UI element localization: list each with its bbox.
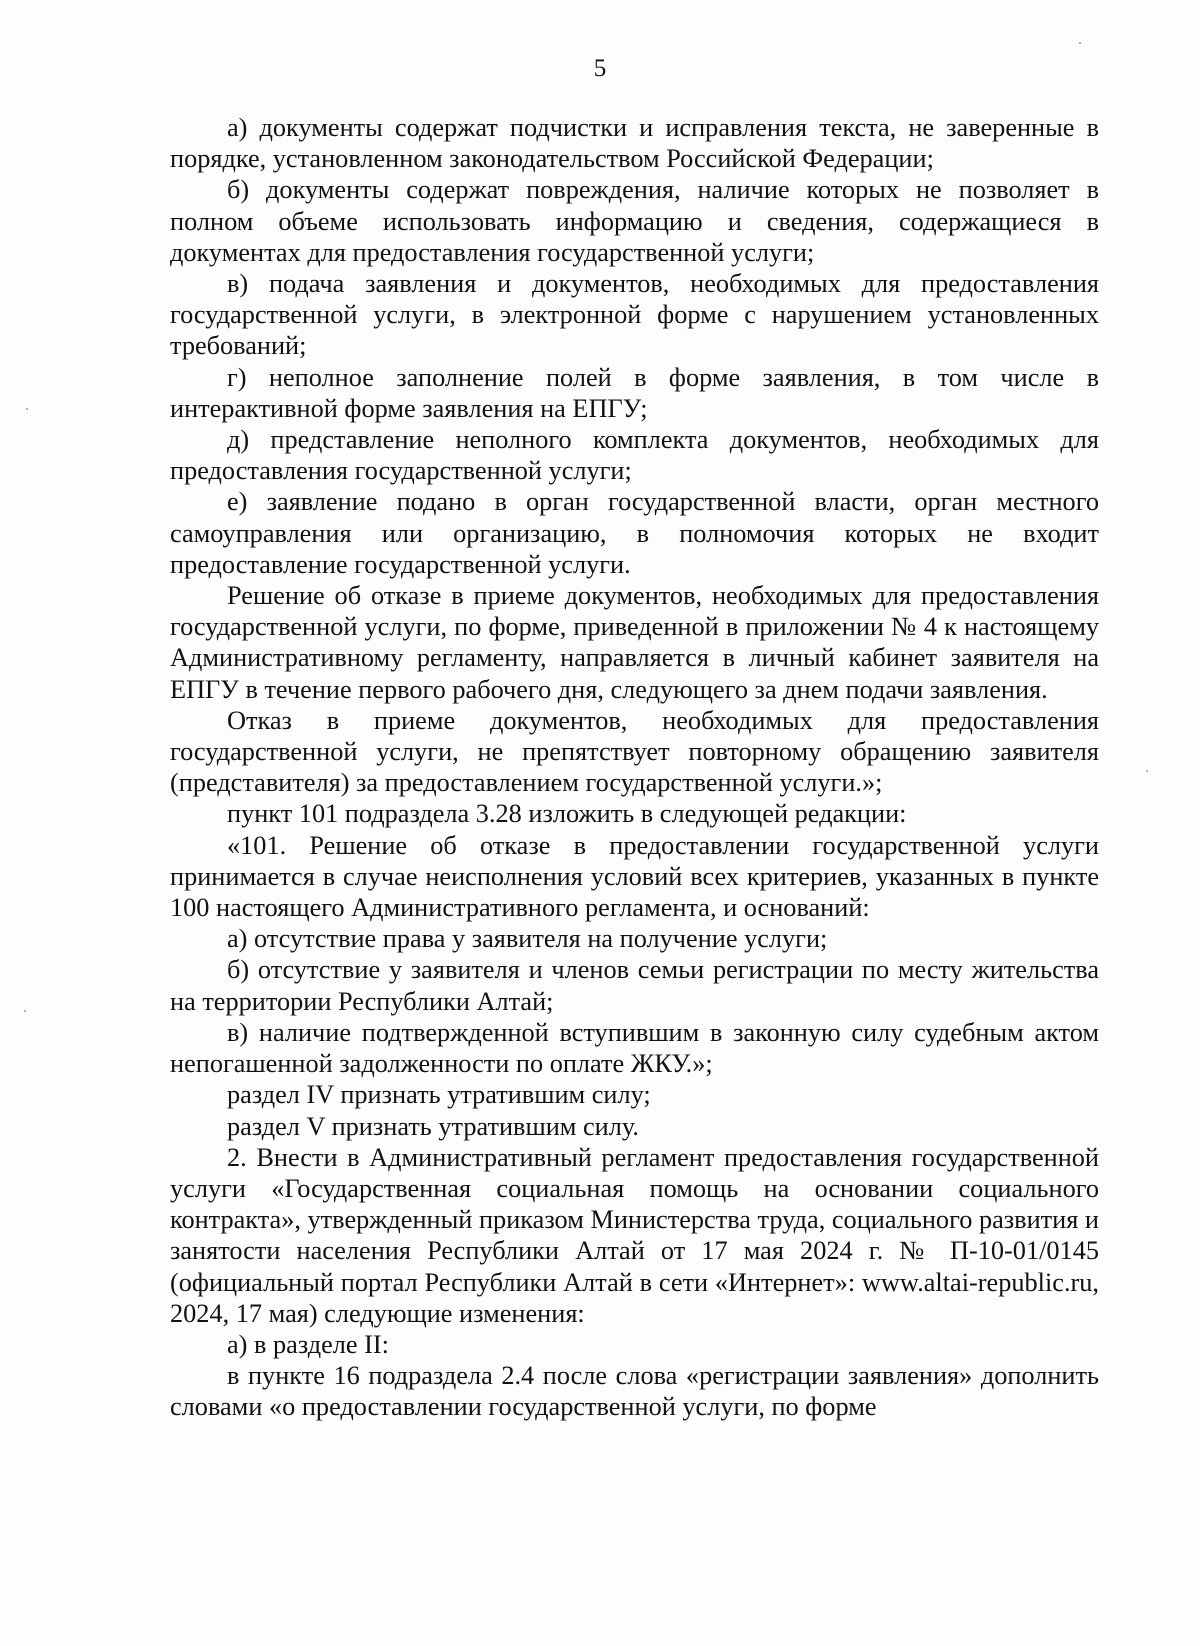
scan-speck — [1079, 42, 1081, 44]
paragraph-section-v: раздел V признать утратившим силу. — [227, 1111, 639, 1141]
paragraph-ground-a: а) отсутствие права у заявителя на получение услуги; — [227, 924, 828, 954]
scan-speck — [24, 1010, 26, 1012]
paragraph-section-ii: а) в разделе II: — [227, 1329, 389, 1359]
paragraph-refusal-no-obstacle: Отказ в приеме документов, необходимых для предоставления государственной услуги, не препятствует повторному обращению заявителя (представителя) за предоставлением государственной услуги.»; — [170, 705, 1099, 798]
paragraph-refusal-decision: Решение об отказе в приеме документов, необходимых для предоставления государственной услуги, по форме, приведенной в приложении № 4 к настоящему Административному регламенту, направляется в личный кабинет заявителя на ЕПГУ в течение первого рабочего дня, следующего за днем подачи заявления. — [170, 581, 1099, 704]
paragraph-g-incomplete-fields: г) неполное заполнение полей в форме заявления, в том числе в интерактивной форме заявления на ЕПГУ; — [170, 362, 1099, 423]
paragraph-a-corrections: а) документы содержат подчистки и исправления текста, не заверенные в порядке, установленном законодательством Российской Федерации; — [170, 113, 1099, 174]
paragraph-d-incomplete-documents: д) представление неполного комплекта документов, необходимых для предоставления государственной услуги; — [170, 425, 1099, 486]
document-body — [170, 112, 1099, 1423]
paragraph-section-iv: раздел IV признать утратившим силу; — [227, 1080, 651, 1110]
paragraph-item-101-intro: пункт 101 подраздела 3.28 изложить в следующей редакции: — [227, 799, 907, 829]
paragraph-ground-b: б) отсутствие у заявителя и членов семьи регистрации по месту жительства на территории Республики Алтай; — [170, 955, 1099, 1016]
paragraph-v-electronic-submission: в) подача заявления и документов, необходимых для предоставления государственной услуги, в электронной форме с нарушением установленных требований; — [170, 269, 1099, 361]
paragraph-item-16: в пункте 16 подраздела 2.4 после слова «регистрации заявления» дополнить словами «о предоставлении государственной услуги, по форме — [170, 1361, 1099, 1422]
paragraph-b-damage: б) документы содержат повреждения, наличие которых не позволяет в полном объеме использовать информацию и сведения, содержащиеся в документах для предоставления государственной услуги; — [170, 175, 1099, 267]
scan-speck — [1146, 770, 1148, 772]
paragraph-amendment-2: 2. Внести в Административный регламент предоставления государственной услуги «Государственная социальная помощь на основании социального контракта», утвержденный приказом Министерства труда, социального развития и занятости населения Республики Алтай от 17 мая 2024 г. № П-10-01/0145 (официальный портал Республики Алтай в сети «Интернет»: www.altai-republic.ru, 2024, 17 мая) следующие изменения: — [170, 1142, 1099, 1328]
scan-speck — [26, 408, 28, 410]
page-number: 5 — [593, 55, 607, 82]
paragraph-item-101-text: «101. Решение об отказе в предоставлении государственной услуги принимается в случае неисполнения условий всех критериев, указанных в пункте 100 настоящего Административного регламента, и оснований: — [170, 830, 1099, 923]
paragraph-ground-v: в) наличие подтвержденной вступившим в законную силу судебным актом непогашенной задолженности по оплате ЖКУ.»; — [170, 1017, 1099, 1079]
paragraph-e-wrong-authority: е) заявление подано в орган государственной власти, орган местного самоуправления или организацию, в полномочия которых не входит предоставление государственной услуги. — [170, 487, 1099, 579]
